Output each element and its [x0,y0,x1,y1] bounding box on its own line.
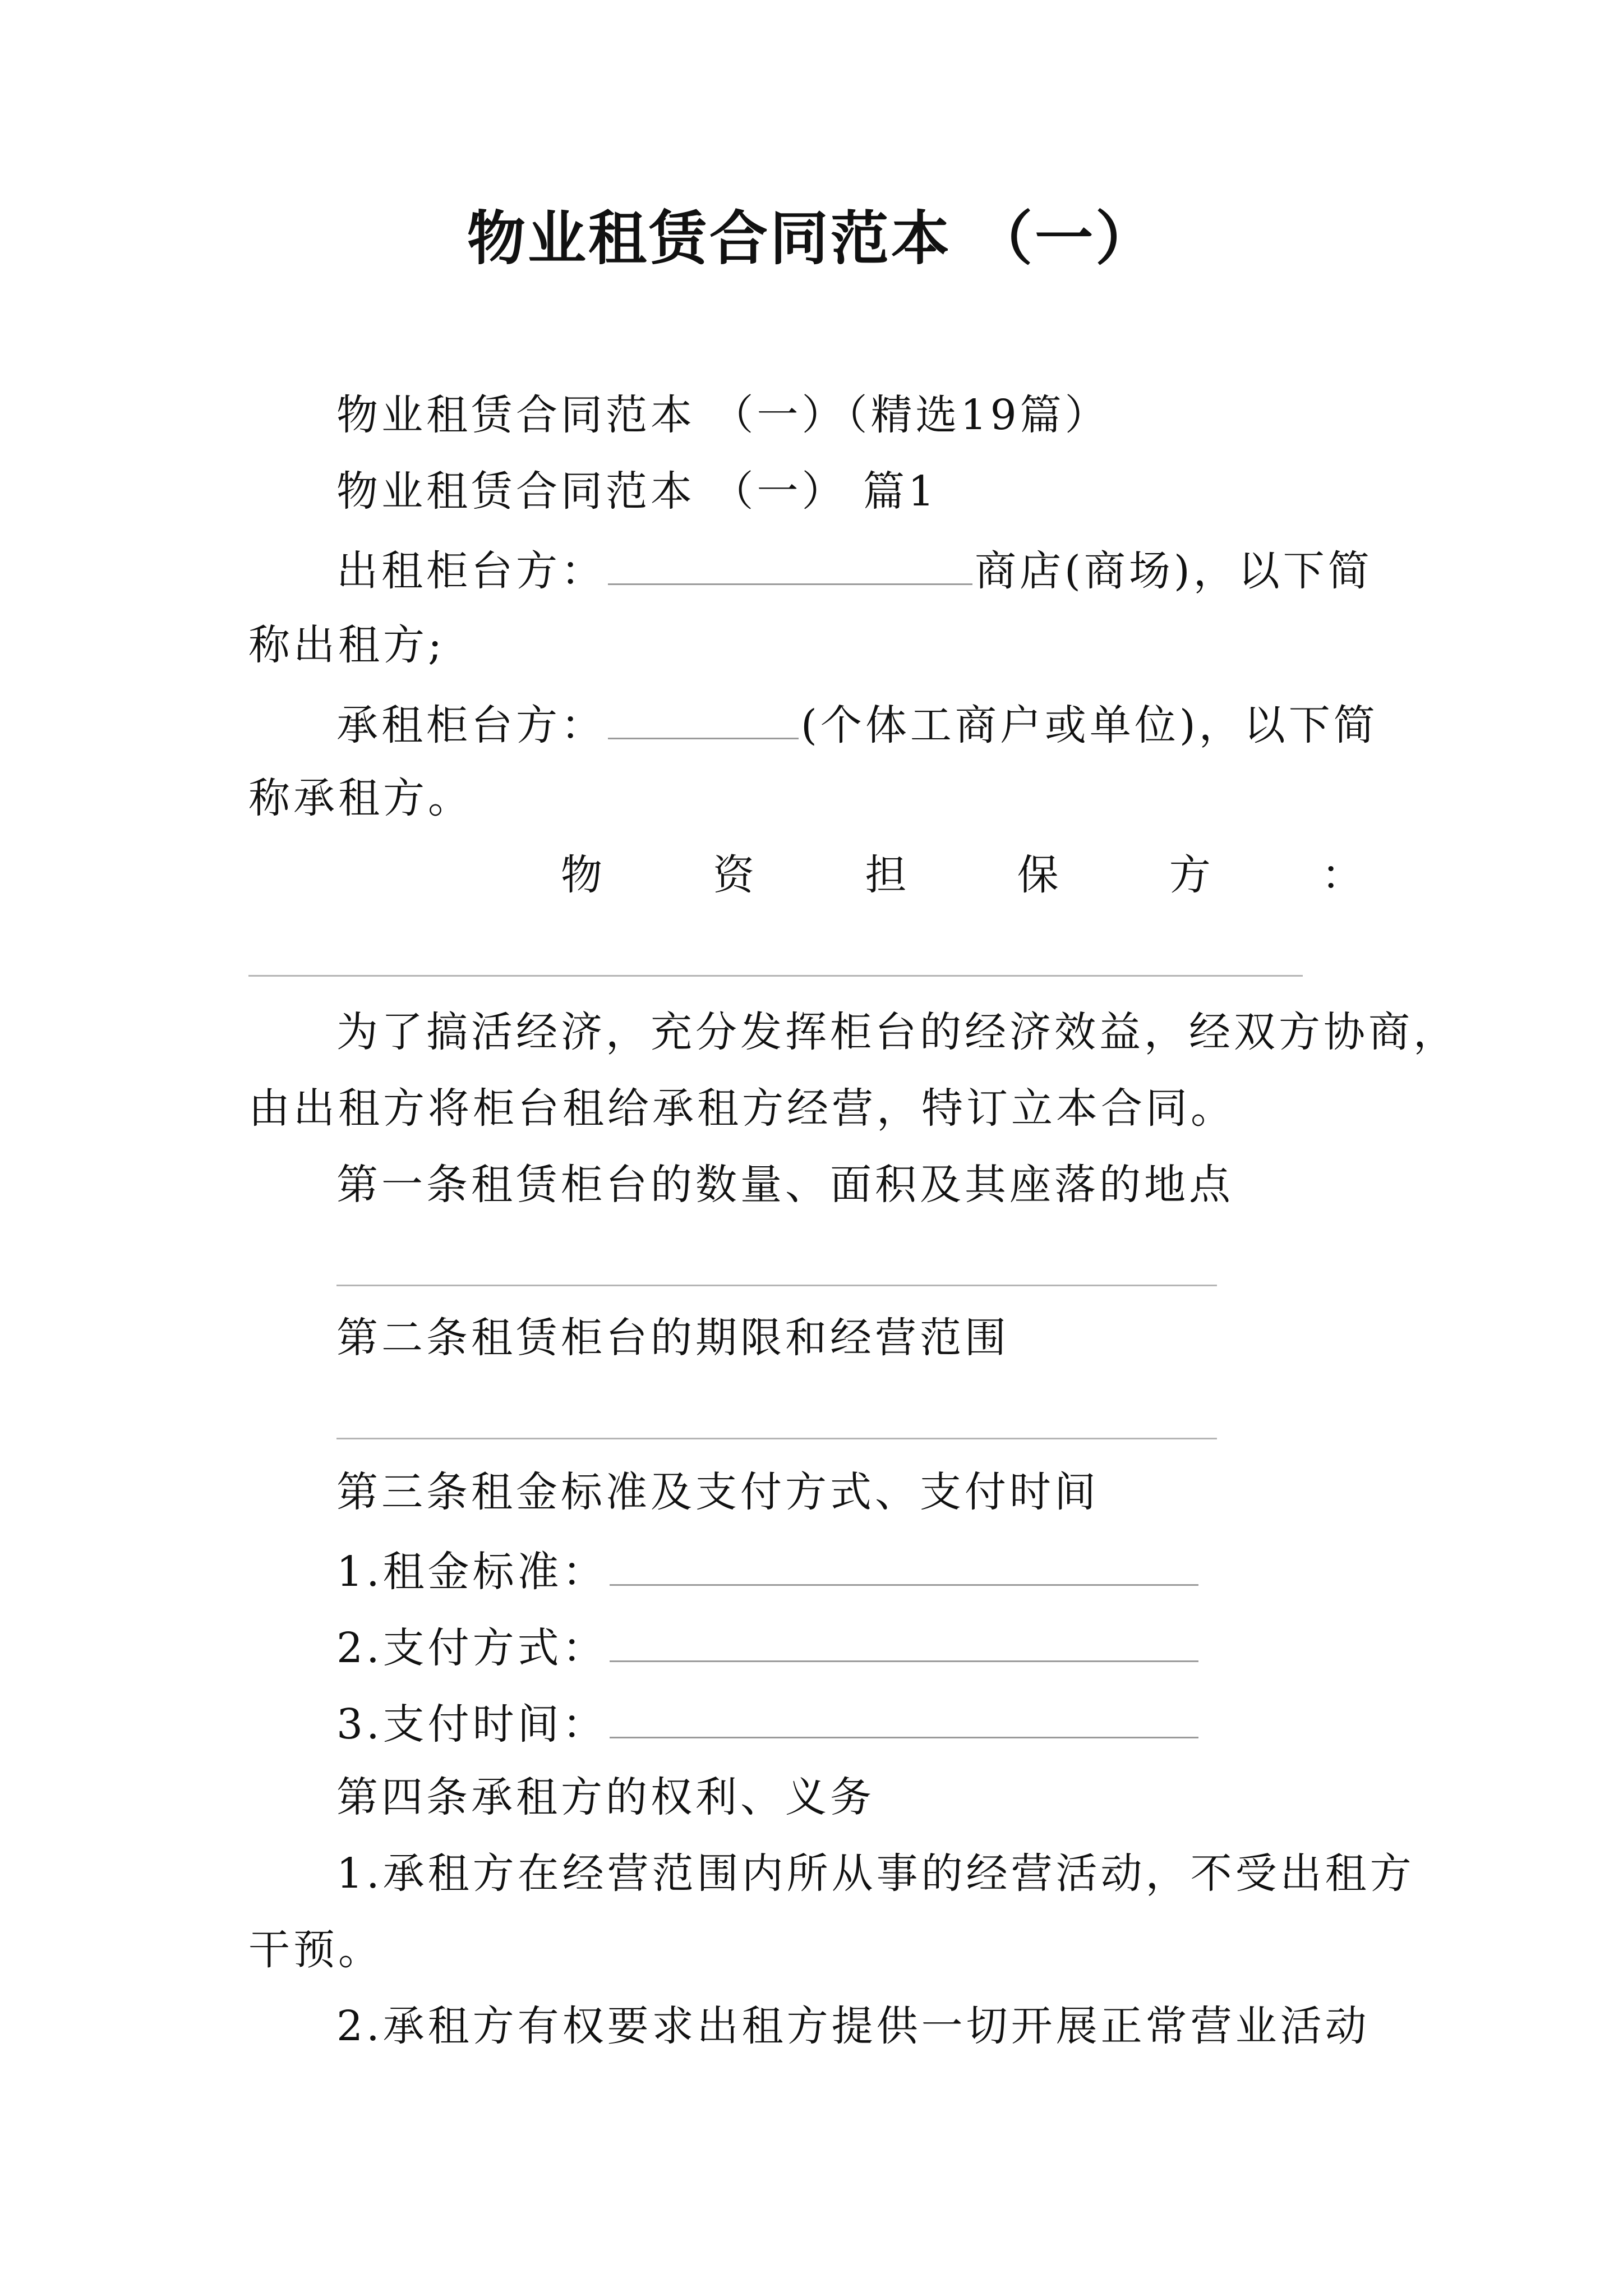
purpose-line-1: 为了搞活经济，充分发挥柜台的经济效益，经双方协商， [336,1008,1458,1056]
article-2-heading: 第二条租赁柜台的期限和经营范围 [336,1314,1009,1362]
lessor-continuation: 称出租方; [248,621,445,669]
lessee-blank [608,694,799,739]
guarantor-line [561,847,1363,903]
payment-time-blank [610,1693,1198,1738]
document-title: 物业租赁合同范本 （一） [467,204,1156,273]
article-2-blank-line [336,1438,1217,1439]
item-4-1-line-1: 1.承租方在经营范围内所从事的经营活动，不受出租方 [336,1849,1415,1898]
rent-standard-blank [610,1540,1198,1586]
article-3-heading: 第三条租金标准及支付方式、支付时间 [336,1468,1099,1516]
guarantor-blank-line [248,975,1303,977]
section-title: 物业租赁合同范本 （一） 篇1 [336,467,938,516]
purpose-line-2: 由出租方将柜台租给承租方经营，特订立本合同。 [248,1084,1235,1133]
subtitle: 物业租赁合同范本 （一）（精选19篇） [336,391,1110,439]
article-4-heading: 第四条承租方的权利、义务 [336,1773,875,1821]
lessee-continuation: 称承租方。 [248,774,473,822]
item-4-2-line-1: 2.承租方有权要求出租方提供一切开展正常营业活动 [336,2002,1370,2050]
lessor-label: 出租柜台方： [336,547,606,595]
guarantor-char: 方 [1169,851,1211,899]
article-1-blank-line [336,1285,1217,1286]
guarantor-char: ： [1321,851,1363,899]
lessee-after: (个体工商户或单位)，以下简 [801,701,1378,749]
guarantor-char: 物 [561,851,602,899]
lessor-after: 商店(商场)，以下简 [975,547,1373,595]
lessor-blank [608,540,972,585]
payment-time-line [336,1693,1201,1749]
payment-time-label: 3.支付时间： [336,1700,607,1749]
lessee-line [336,694,1378,750]
payment-method-label: 2.支付方式： [336,1624,607,1672]
lessee-label: 承租柜台方： [336,701,606,749]
guarantor-char: 担 [865,851,907,899]
guarantor-char: 资 [713,851,755,899]
payment-method-blank [610,1617,1198,1662]
payment-method-line [336,1617,1201,1673]
article-1-heading: 第一条租赁柜台的数量、面积及其座落的地点 [336,1161,1234,1209]
lessor-line [336,540,1373,596]
item-4-1-line-2: 干预。 [248,1926,383,1974]
rent-standard-line [336,1540,1201,1596]
guarantor-char: 保 [1017,851,1059,899]
rent-standard-label: 1.租金标准： [336,1548,607,1596]
